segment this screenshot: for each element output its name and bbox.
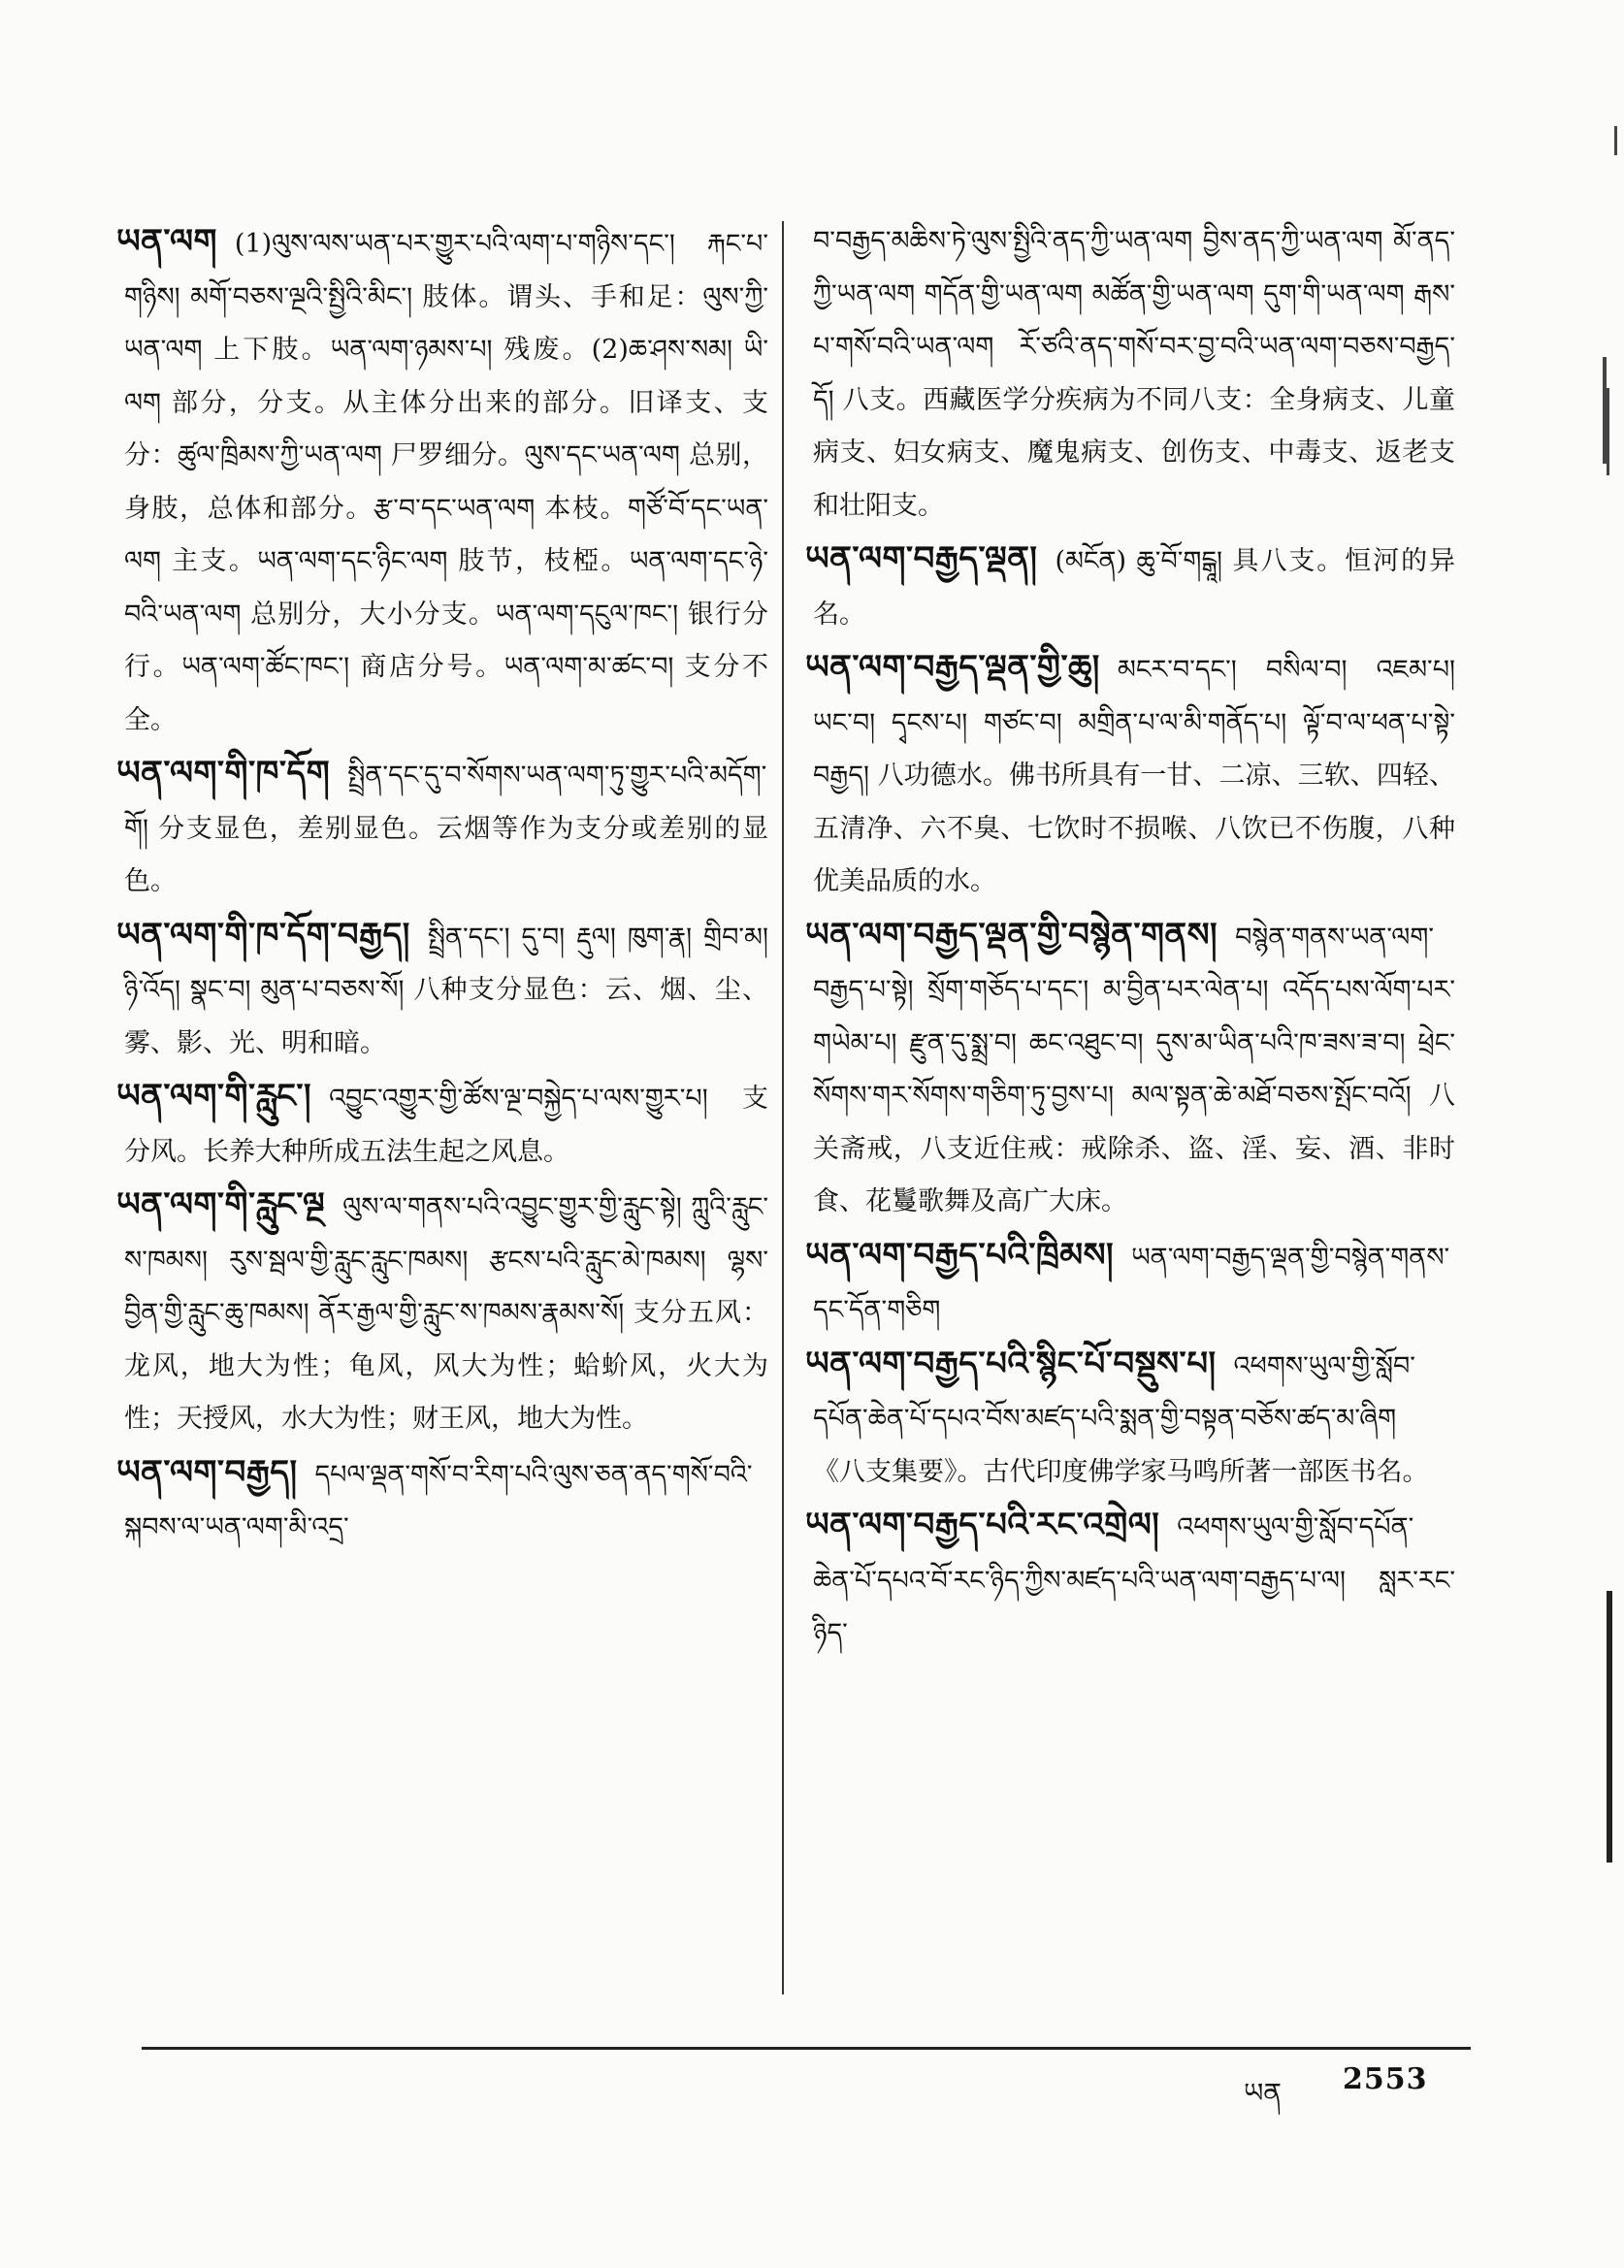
dictionary-entry: [116, 1446, 768, 1555]
entry-definition: བསྙེན་གནས་ཡན་ལག་བརྒྱད་པ་སྟེ། སྲོག་གཅོད་པ་དང་། མ་བྱིན་པར་ལེན་པ། འདོད་པས་ལོག་པར་གཡེམ་པ། རྫུན་དུ་སྨྲ་བ། ཆང་འཐུང་བ། དུས་མ་ཡིན་པའི་ཁ་ཟས་ཟ་བ། ཕྲེང་སོགས་གར་སོགས་གཅིག་ཏུ་བྱས་པ། མལ་སྟན་ཆེ་མཐོ་བཅས་སྤོང་བའོ། 八关斋戒，八支近住戒：戒除杀、盗、淫、妄、酒、非时食、花鬘歌舞及高广大床。: [813, 922, 1455, 1216]
entry-definition: མངར་བ་དང་། བསིལ་བ། འཇམ་པ། ཡང་བ། དྭངས་པ། གཙང་བ། མགྲིན་པ་ལ་མི་གནོད་པ། ལྟོ་བ་ལ་ཕན་པ་སྟེ་བརྒྱད། 八功德水。佛书所具有一甘、二凉、三软、四轻、五清净、六不臭、七饮时不损喉、八饮已不伤腹，八种优美品质的水。: [813, 655, 1455, 896]
entry-definition: (མངོན) ཆུ་བོ་གངྒཱ། 具八支。恒河的异名。: [813, 546, 1455, 630]
scan-edge-mark: [1607, 1591, 1612, 1863]
entry-definition: སྤྲིན་དང་། དུ་བ། རྡུལ། ཁུག་རྣ། གྲིབ་མ། ཉི་འོད། སྣང་བ། མུན་པ་བཅས་སོ། 八种支分显色：云、烟、尘、雾、影、光、明和暗。: [124, 922, 768, 1058]
entry-definition: སྤྲིན་དང་དུ་བ་སོགས་ཡན་ལག་ཏུ་གྱུར་པའི་མདོག་གོ། 分支显色，差别显色。云烟等作为支分或差别的显色。: [124, 761, 768, 896]
dictionary-entry: [116, 215, 768, 747]
dictionary-entry: [805, 533, 1455, 641]
dictionary-entry: [805, 1499, 1455, 1661]
entry-headword: ཡན་ལག་གི་རླུང་ལྔ: [116, 1185, 326, 1224]
dictionary-entry: [116, 747, 768, 909]
entry-headword: ཡན་ལག་བརྒྱད་ལྡན་གྱི་ཆུ།: [805, 648, 1100, 687]
page-number: 2553: [1343, 2062, 1428, 2096]
entry-headword: ཡན་ལག་གི་ཁ་དོག: [116, 754, 331, 793]
entry-headword: ཡན་ལག་བརྒྱད་པའི་ཁྲིམས།: [805, 1235, 1115, 1275]
entry-definition: ལུས་ལ་གནས་པའི་འབྱུང་གྱུར་གྱི་རླུང་སྟེ། ཀླུའི་རླུང་ས་ཁམས། རུས་སྦལ་གྱི་རླུང་རླུང་ཁམས། རྩངས་པའི་རླུང་མེ་ཁམས། ལྷས་བྱིན་གྱི་རླུང་ཆུ་ཁམས། ནོར་རྒྱལ་གྱི་རླུང་ས་ཁམས་རྣམས་སོ། 支分五风：龙风，地大为性；龟风，风大为性；蛤蚧风，火大为性；天授风，水大为性；财王风，地大为性。: [124, 1192, 768, 1434]
dictionary-entry: [805, 1338, 1455, 1500]
dictionary-entry: [805, 641, 1455, 909]
footer-rule: [142, 2047, 1471, 2050]
entry-definition: ཡན་ལག་བརྒྱད་ལྡན་གྱི་བསྙེན་གནས་དང་དོན་གཅིག: [813, 1242, 1450, 1325]
dictionary-entry: [116, 1179, 768, 1446]
scan-edge-mark: [1614, 126, 1617, 155]
entry-definition: འཕགས་ཡུལ་གྱི་སློབ་དཔོན་ཆེན་པོ་དཔའ་བོ་རང་ཉིད་ཀྱིས་མཛད་པའི་ཡན་ལག་བརྒྱད་པ་ལ། སླར་རང་ཉིད་: [813, 1512, 1455, 1648]
entry-definition: དཔལ་ལྡན་གསོ་བ་རིག་པའི་ལུས་ཅན་ནད་གསོ་བའི་སྐབས་ལ་ཡན་ལག་མི་འདྲ་: [124, 1459, 753, 1542]
dictionary-entry: [805, 909, 1455, 1229]
column-divider: [782, 221, 784, 1994]
entry-headword: ཡན་ལག་གི་ཁ་དོག་བརྒྱད།: [116, 915, 410, 955]
entry-headword: ཡན་ལག: [116, 222, 217, 261]
entry-headword: ཡན་ལག་བརྒྱད་ལྡན།: [805, 539, 1038, 578]
running-head: ཡན: [1244, 2077, 1282, 2109]
entry-headword: ཡན་ལག་གི་རླུང་།: [116, 1077, 312, 1116]
dictionary-entry: [116, 909, 768, 1071]
entry-headword: ཡན་ལག་བརྒྱད་པའི་སྙིང་པོ་བསྡུས་པ།: [805, 1344, 1217, 1383]
entry-headword: ཡན་ལག་བརྒྱད་ལྡན་གྱི་བསྙེན་གནས།: [805, 915, 1218, 955]
dictionary-entry: [813, 215, 1455, 533]
entry-definition: (1)ལུས་ལས་ཡན་པར་གྱུར་པའི་ལག་པ་གཉིས་དང་། རྐང་པ་གཉིས། མགོ་བཅས་ལྔའི་སྤྱིའི་མིང་། 肢体。谓头、手和足：ལུས་ཀྱི་ཡན་ལག 上下肢。ཡན་ལག་ཉམས་པ། 残废。(2)ཆ་ཤས་སམ། ཡི་ལག 部分，分支。从主体分出来的部分。旧译支、支分：ཚུལ་ཁྲིམས་ཀྱི་ཡན་ལག 尸罗细分。ལུས་དང་ཡན་ལག 总别，身肢，总体和部分。རྩ་བ་དང་ཡན་ལག 本枝。གཙོ་བོ་དང་ཡན་ལག 主支。ཡན་ལག་དང་ཉིང་ལག 肢节，枝椏。ཡན་ལག་དང་ཉེ་བའི་ཡན་ལག 总别分，大小分支。ཡན་ལག་དངུལ་ཁང་། 银行分行。ཡན་ལག་ཚོང་ཁང་། 商店分号。ཡན་ལག་མ་ཚང་བ། 支分不全。: [124, 229, 768, 735]
entry-headword: ཡན་ལག་བརྒྱད།: [116, 1452, 298, 1492]
entry-headword: ཡན་ལག་བརྒྱད་པའི་རང་འགྲེལ།: [805, 1506, 1160, 1544]
entry-definition: འབྱུང་འགྱུར་གྱི་ཚོས་ལྔ་བསྐྱེད་པ་ལས་གྱུར་པ། 支分风。长养大种所成五法生起之风息。: [124, 1084, 768, 1167]
entry-definition: བ་བརྒྱད་མཆིས་ཏེ་ལུས་སྤྱིའི་ནད་ཀྱི་ཡན་ལག བྱིས་ནད་ཀྱི་ཡན་ལག མོ་ནད་ཀྱི་ཡན་ལག གདོན་གྱི་ཡན་ལག མཚོན་གྱི་ཡན་ལག དུག་གི་ཡན་ལག རྒས་པ་གསོ་བའི་ཡན་ལག རོ་ཙའི་ནད་གསོ་བར་བྱ་བའི་ཡན་ལག་བཅས་བརྒྱད་དོ། 八支。西藏医学分疾病为不同八支：全身病支、儿童病支、妇女病支、魔鬼病支、创伤支、中毒支、返老支和壮阳支。: [813, 226, 1455, 521]
right-column: [805, 215, 1455, 1661]
dictionary-entry: [805, 1229, 1455, 1338]
left-column: [116, 215, 768, 1555]
dictionary-entry: [116, 1070, 768, 1179]
entry-definition: འཕགས་ཡུལ་གྱི་སློབ་དཔོན་ཆེན་པོ་དཔའ་བོས་མཛད་པའི་སྨན་གྱི་བསྟན་བཅོས་ཚད་མ་ཞིག 《八支集要》。古代印度佛学家马鸣所著一部医书名。: [813, 1350, 1429, 1487]
scan-edge-mark: [1607, 388, 1609, 475]
